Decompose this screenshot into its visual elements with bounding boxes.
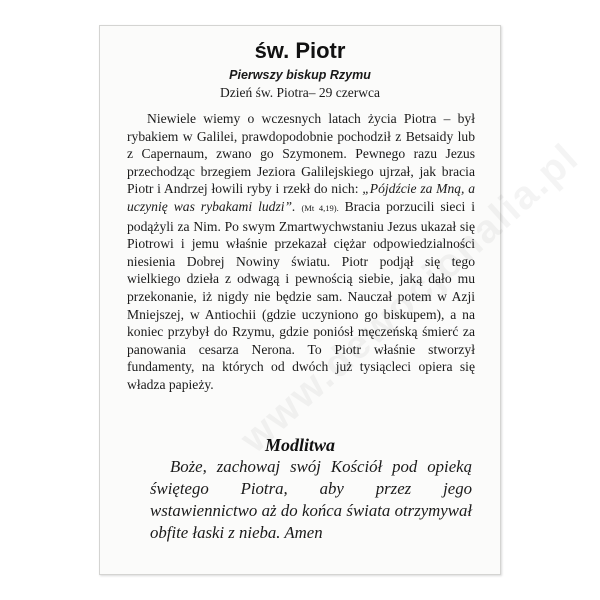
scripture-quote: „Pójdźcie za Mną, a uczynię was rybakami ludzi”.: [127, 181, 475, 214]
biography-part-1: Niewiele wiemy o wczesnych latach życia Piotra – był rybakiem w Galilei, prawdopodobnie pochodził z Betsaidy lub z Capernaum, zwano go Szymonem. Pewnego razu Jezus przechodząc brzegiem Jeziora Galilejskiego ujrzał, jak bracia Piotr i Andrzej łowili ryby i rzekł do nich:: [127, 111, 475, 197]
card-subtitle: Pierwszy biskup Rzymu: [229, 68, 371, 82]
card-title: św. Piotr: [254, 38, 346, 63]
prayer-paragraph: Boże, zachowaj swój Kościół pod opieką świętego Piotra, aby przez jego wstawiennictwo aż do końca świata otrzymywał obfite łaski z nieba. Amen: [150, 457, 472, 542]
scripture-reference: (Mt 4,19).: [301, 202, 339, 213]
prayer-title: Modlitwa: [264, 435, 335, 455]
biography-text: [127, 110, 475, 394]
biography-paragraph: [127, 110, 475, 394]
prayer-text: [150, 456, 472, 544]
biography-part-2: Bracia porzucili sieci i podążyli za Nim. Po swym Zmartwychwstaniu Jezus ukazał się Piotrowi i jemu właśnie przekazał ciężar odpowiedzialności niesienia Dobrej Nowiny światu. Piotr podjął się tego wielkiego dzieła z odwagą i pewnością siebie, jaką dało mu przekonanie, iż nigdy nie będzie sam. Nauczał potem w Azji Mniejszej, w Antiochii (gdzie uczyniono go biskupem), a na koniec przybył do Rzymu, gdzie poniósł męczeńską śmierć za panowania cesarza Nerona. To Piotr właśnie stworzył fundamenty, na których od dwóch już tysiącleci opiera się władza papieży.: [127, 198, 475, 392]
feast-date: Dzień św. Piotra– 29 czerwca: [220, 85, 380, 100]
prayer-card: [99, 25, 501, 575]
